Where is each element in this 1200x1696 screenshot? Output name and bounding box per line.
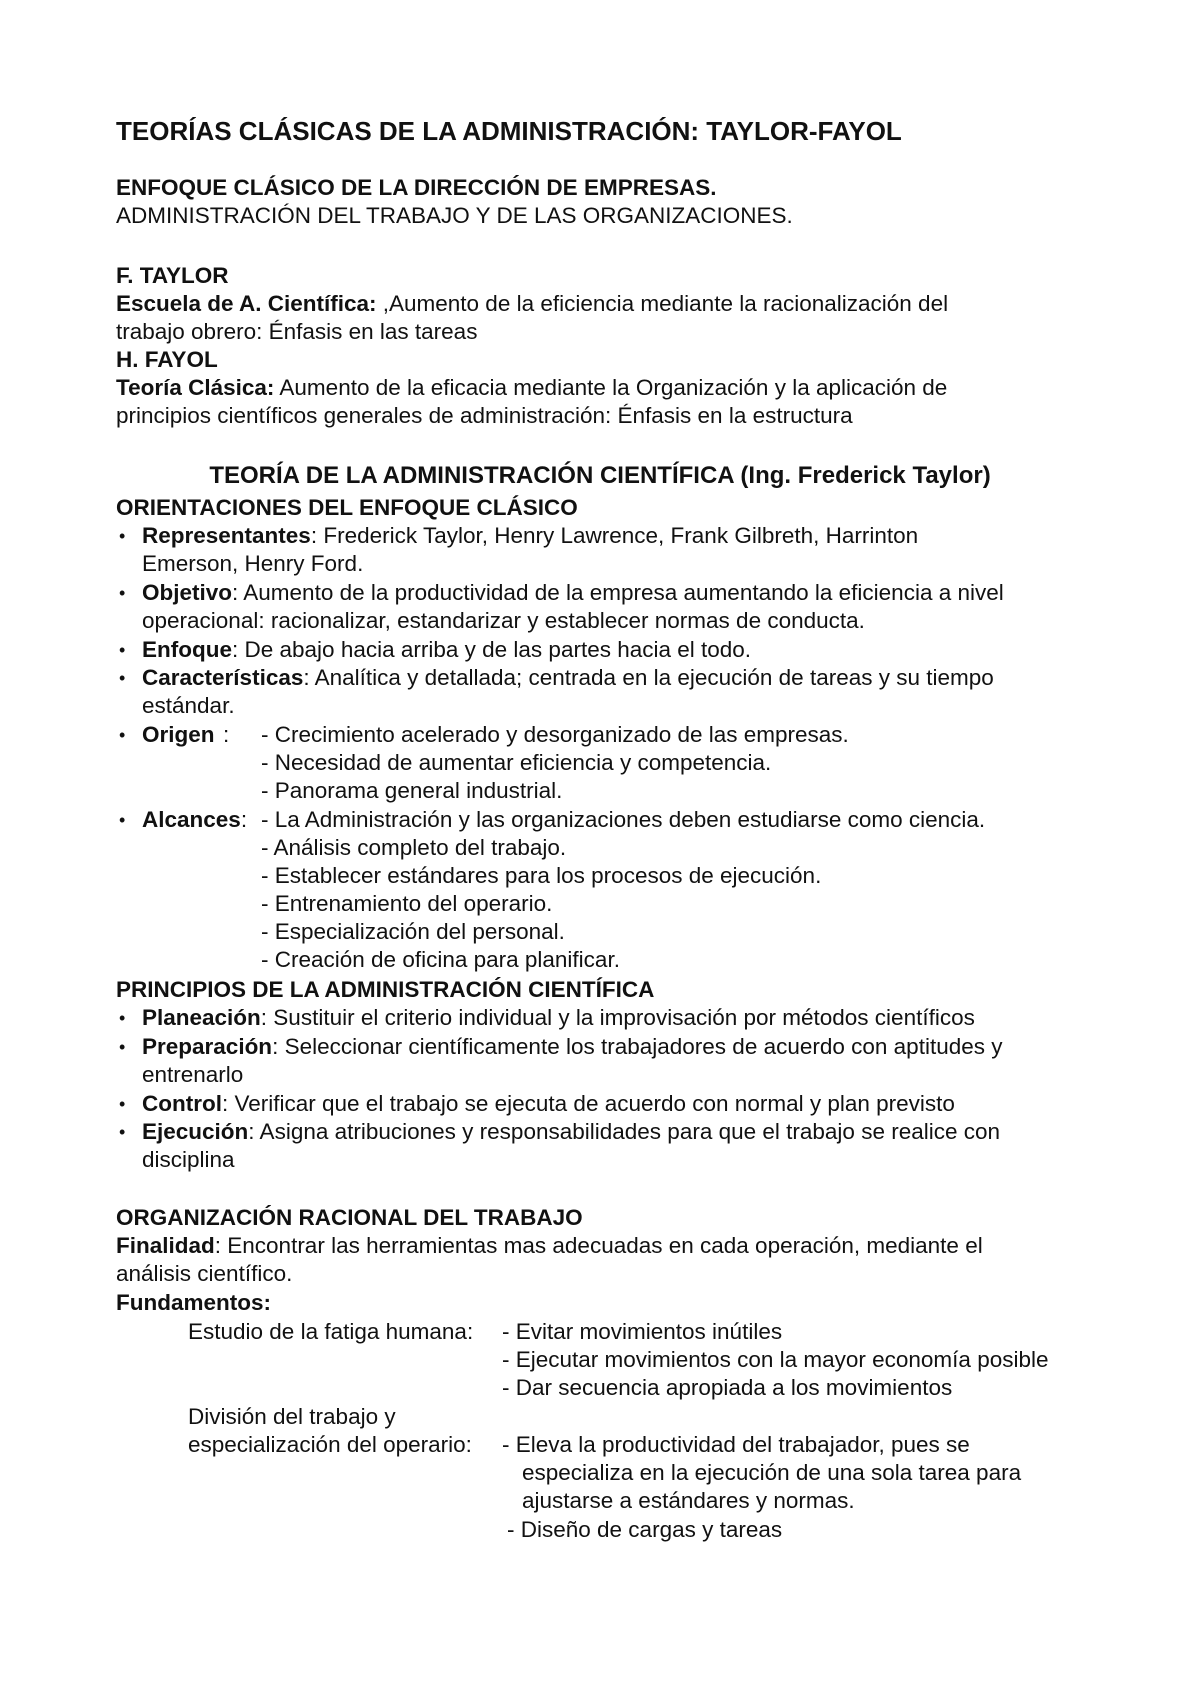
finalidad-line-1 xyxy=(116,1232,983,1261)
control-label: Control xyxy=(142,1091,222,1116)
division-label-1: División del trabajo y xyxy=(188,1404,396,1429)
division-item-continued: ajustarse a estándares y normas. xyxy=(522,1488,855,1513)
fayol-text-1: Aumento de la eficacia mediante la Organización y la aplicación de xyxy=(274,375,948,400)
taylor-text-2: trabajo obrero: Énfasis en las tareas xyxy=(116,319,478,344)
objetivo-label: Objetivo xyxy=(142,580,233,605)
enfoque-subheading: ADMINISTRACIÓN DEL TRABAJO Y DE LAS ORGANIZACIONES. xyxy=(116,203,793,228)
bullet: • xyxy=(119,725,126,745)
objetivo-text-1: : Aumento de la productividad de la empresa aumentando la eficiencia a nivel xyxy=(232,580,1004,605)
origen-label-line xyxy=(142,721,215,750)
taylor-text-1: ,Aumento de la eficiencia mediante la racionalización del xyxy=(376,291,949,316)
planeacion-text-1: : Sustituir el criterio individual y la improvisación por métodos científicos xyxy=(260,1005,975,1030)
bullet: • xyxy=(119,640,126,660)
finalidad-text-1: : Encontrar las herramientas mas adecuadas en cada operación, mediante el xyxy=(214,1233,983,1258)
caracteristicas-label: Características xyxy=(142,665,304,690)
fayol-label: Teoría Clásica: xyxy=(116,375,275,400)
division-item-continued: especializa en la ejecución de una sola tarea para xyxy=(522,1460,1022,1485)
taylor-name: F. TAYLOR xyxy=(116,263,229,288)
origen-item: - Panorama general industrial. xyxy=(261,778,563,803)
ejecucion-text-1: : Asigna atribuciones y responsabilidades para que el trabajo se realice con xyxy=(248,1119,1001,1144)
bullet: • xyxy=(119,1008,126,1028)
alcances-sep: : xyxy=(240,807,248,832)
fatiga-item: - Ejecutar movimientos con la mayor economía posible xyxy=(502,1347,1049,1372)
taylor-line-1 xyxy=(116,290,948,319)
bullet: • xyxy=(119,583,126,603)
ejecucion-label: Ejecución xyxy=(142,1119,249,1144)
planeacion-label: Planeación xyxy=(142,1005,261,1030)
preparacion-label: Preparación xyxy=(142,1034,273,1059)
document-title: TEORÍAS CLÁSICAS DE LA ADMINISTRACIÓN: TAYLOR-FAYOL xyxy=(116,116,902,146)
control-text-1: : Verificar que el trabajo se ejecuta de acuerdo con normal y plan previsto xyxy=(221,1091,955,1116)
origen-label: Origen xyxy=(142,722,215,747)
division-label-2: especialización del operario: xyxy=(188,1432,472,1457)
fundamentos-label: Fundamentos: xyxy=(116,1290,271,1315)
objetivo-line-1 xyxy=(142,579,1004,608)
origen-item: - Crecimiento acelerado y desorganizado de las empresas. xyxy=(261,722,849,747)
representantes-text-2: Emerson, Henry Ford. xyxy=(142,551,364,576)
bullet: • xyxy=(119,526,126,546)
principios-heading: PRINCIPIOS DE LA ADMINISTRACIÓN CIENTÍFICA xyxy=(116,977,655,1002)
bullet: • xyxy=(119,668,126,688)
fatiga-label: Estudio de la fatiga humana: xyxy=(188,1319,474,1344)
fayol-line-1 xyxy=(116,374,947,403)
ejecucion-line-1 xyxy=(142,1118,1000,1147)
alcances-label-line xyxy=(142,806,247,835)
caracteristicas-text-2: estándar. xyxy=(142,693,235,718)
division-item: - Eleva la productividad del trabajador, pues se xyxy=(502,1432,970,1457)
fatiga-item: - Evitar movimientos inútiles xyxy=(502,1319,783,1344)
preparacion-line-1 xyxy=(142,1033,1003,1062)
enfoque-heading: ENFOQUE CLÁSICO DE LA DIRECCIÓN DE EMPRESAS. xyxy=(116,175,717,200)
enfoque-bullet-line xyxy=(142,636,751,665)
fayol-text-2: principios científicos generales de administración: Énfasis en la estructura xyxy=(116,403,853,428)
caracteristicas-line-1 xyxy=(142,664,994,693)
finalidad-text-2: análisis científico. xyxy=(116,1261,293,1286)
alcances-label: Alcances xyxy=(142,807,241,832)
bullet: • xyxy=(119,1122,126,1142)
origen-item: - Necesidad de aumentar eficiencia y competencia. xyxy=(261,750,772,775)
enfoque-text-1: : De abajo hacia arriba y de las partes hacia el todo. xyxy=(232,637,752,662)
fayol-name: H. FAYOL xyxy=(116,347,218,372)
enfoque-label: Enfoque xyxy=(142,637,232,662)
preparacion-text-1: : Seleccionar científicamente los trabajadores de acuerdo con aptitudes y xyxy=(272,1034,1003,1059)
bullet: • xyxy=(119,1037,126,1057)
orientaciones-heading: ORIENTACIONES DEL ENFOQUE CLÁSICO xyxy=(116,495,578,520)
representantes-text-1: : Frederick Taylor, Henry Lawrence, Frank Gilbreth, Harrinton xyxy=(310,523,919,548)
caracteristicas-text-1: : Analítica y detallada; centrada en la ejecución de tareas y su tiempo xyxy=(303,665,994,690)
representantes-label: Representantes xyxy=(142,523,311,548)
alcances-item: - Análisis completo del trabajo. xyxy=(261,835,567,860)
alcances-item: - Entrenamiento del operario. xyxy=(261,891,553,916)
fatiga-item: - Dar secuencia apropiada a los movimientos xyxy=(502,1375,953,1400)
bullet: • xyxy=(119,1094,126,1114)
taylor-label: Escuela de A. Científica: xyxy=(116,291,377,316)
division-item: - Diseño de cargas y tareas xyxy=(507,1517,783,1542)
planeacion-line xyxy=(142,1004,975,1033)
objetivo-text-2: operacional: racionalizar, estandarizar y establecer normas de conducta. xyxy=(142,608,865,633)
alcances-item: - Establecer estándares para los procesos de ejecución. xyxy=(261,863,822,888)
representantes-line-1 xyxy=(142,522,918,551)
alcances-item: - La Administración y las organizaciones deben estudiarse como ciencia. xyxy=(261,807,986,832)
ejecucion-text-2: disciplina xyxy=(142,1147,235,1172)
preparacion-text-2: entrenarlo xyxy=(142,1062,244,1087)
control-line xyxy=(142,1090,955,1119)
section-title: TEORÍA DE LA ADMINISTRACIÓN CIENTÍFICA (Ing. Frederick Taylor) xyxy=(209,462,991,489)
alcances-item: - Creación de oficina para planificar. xyxy=(261,947,620,972)
bullet: • xyxy=(119,810,126,830)
alcances-item: - Especialización del personal. xyxy=(261,919,565,944)
organizacion-heading: ORGANIZACIÓN RACIONAL DEL TRABAJO xyxy=(116,1205,583,1230)
origen-sep: : xyxy=(223,722,230,747)
finalidad-label: Finalidad xyxy=(116,1233,215,1258)
